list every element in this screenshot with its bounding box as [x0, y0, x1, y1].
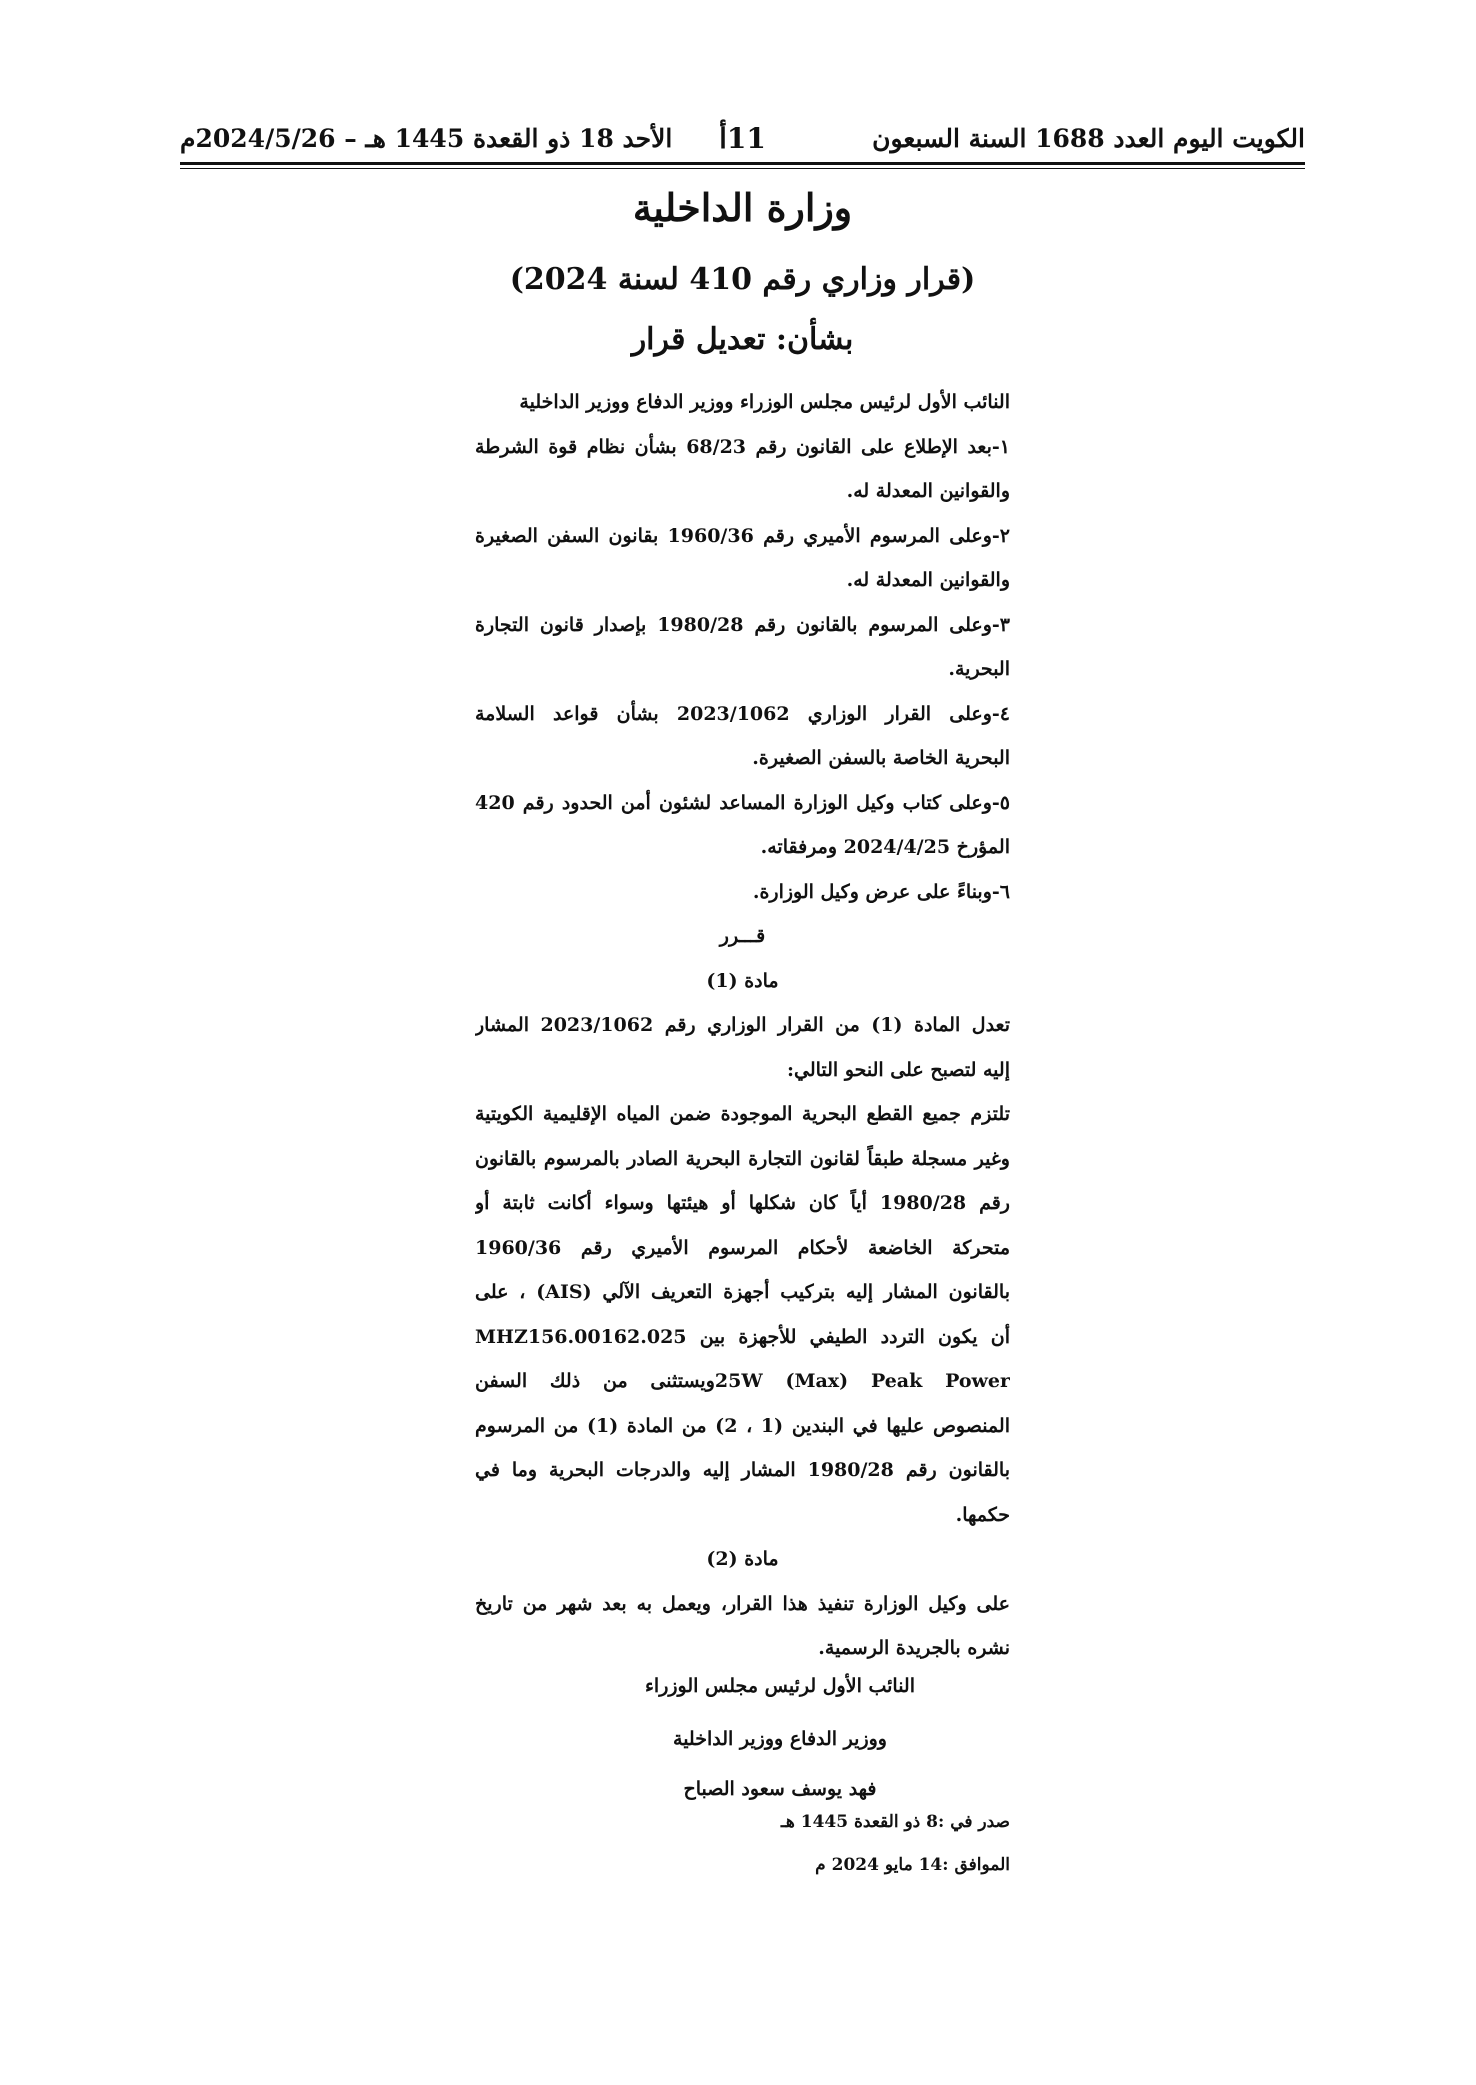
decided-heading: قـــرر	[719, 925, 766, 947]
ministry-title: وزارة الداخلية	[632, 185, 853, 230]
article-1-line: وغير مسجلة طبقاً لقانون التجارة البحرية الصادر بالمرسوم بالقانون	[475, 1147, 1010, 1170]
article-1-line: 25W (Max) Peak Powerويستثنى من ذلك السفن	[475, 1370, 1010, 1392]
issued-gregorian-date: الموافق :14 مايو 2024 م	[815, 1855, 1010, 1875]
header-rule-thick	[180, 162, 1305, 165]
preamble-item-5-cont: المؤرخ 2024/4/25 ومرفقاته.	[760, 836, 1010, 858]
signatory-title-2: ووزير الدفاع ووزير الداخلية	[673, 1728, 887, 1750]
article-1-heading: مادة (1)	[706, 969, 779, 992]
page-header	[180, 118, 1305, 158]
preamble-item-5: ٥-وعلى كتاب وكيل الوزارة المساعد لشئون أمن الحدود رقم 420	[475, 791, 1010, 814]
preamble-item-2-cont: والقوانين المعدلة له.	[846, 569, 1010, 591]
preamble-item-4-cont: البحرية الخاصة بالسفن الصغيرة.	[752, 747, 1010, 769]
preamble-item-2: ٢-وعلى المرسوم الأميري رقم 1960/36 بقانون السفن الصغيرة	[475, 524, 1010, 547]
article-1-line: متحركة الخاضعة لأحكام المرسوم الأميري رقم 1960/36	[475, 1236, 1010, 1259]
page-number: 11أ	[719, 122, 766, 155]
article-2-line: على وكيل الوزارة تنفيذ هذا القرار، ويعمل به بعد شهر من تاريخ	[475, 1592, 1010, 1615]
article-1-line: تعدل المادة (1) من القرار الوزاري رقم 2023/1062 المشار	[475, 1014, 1010, 1036]
article-1-line: بالقانون المشار إليه بتركيب أجهزة التعريف الآلي (AIS) ، على	[475, 1281, 1010, 1303]
article-1-line: إليه لتصبح على النحو التالي:	[786, 1058, 1010, 1081]
signatory-title-1: النائب الأول لرئيس مجلس الوزراء	[644, 1675, 915, 1697]
preamble-item-6: ٦-وبناءً على عرض وكيل الوزارة.	[752, 880, 1010, 903]
gazette-issue-info: الكويت اليوم العدد 1688 السنة السبعون	[872, 124, 1305, 153]
preamble-item-1: ١-بعد الإطلاع على القانون رقم 68/23 بشأن نظام قوة الشرطة	[475, 435, 1010, 458]
article-1-line: أن يكون التردد الطيفي للأجهزة بين MHZ156.00162.025	[475, 1325, 1010, 1348]
preamble-item-4: ٤-وعلى القرار الوزاري 2023/1062 بشأن قواعد السلامة	[475, 702, 1010, 725]
header-rule-thin	[180, 168, 1305, 169]
article-1-line: تلتزم جميع القطع البحرية الموجودة ضمن المياه الإقليمية الكويتية	[475, 1103, 1010, 1125]
article-1-line: المنصوص عليها في البندين (1 ، 2) من المادة (1) من المرسوم	[475, 1414, 1010, 1437]
preamble-item-1-cont: والقوانين المعدلة له.	[846, 480, 1010, 502]
article-1-line: حكمها.	[955, 1503, 1010, 1526]
decree-title: (قرار وزاري رقم 410 لسنة 2024)	[509, 262, 976, 297]
signatory-name: فهد يوسف سعود الصباح	[683, 1778, 877, 1800]
decree-body	[475, 380, 1010, 1671]
issued-hijri-date: صدر في :8 ذو القعدة 1445 هـ	[780, 1812, 1010, 1832]
article-1-line: رقم 1980/28 أياً كان شكلها أو هيئتها وسواء أكانت ثابتة أو	[475, 1192, 1010, 1214]
decree-subject: بشأن: تعديل قرار	[631, 322, 854, 357]
preamble-item-3: ٣-وعلى المرسوم بالقانون رقم 1980/28 بإصدار قانون التجارة	[475, 613, 1010, 636]
preamble-line: النائب الأول لرئيس مجلس الوزراء ووزير الدفاع ووزير الداخلية	[519, 391, 1010, 413]
article-1-line: بالقانون رقم 1980/28 المشار إليه والدرجات البحرية وما في	[475, 1459, 1010, 1481]
article-2-heading: مادة (2)	[706, 1548, 779, 1570]
preamble-item-3-cont: البحرية.	[948, 658, 1010, 680]
article-2-line: نشره بالجريدة الرسمية.	[818, 1637, 1010, 1659]
issue-date: الأحد 18 ذو القعدة 1445 هـ – 2024/5/26م	[180, 124, 673, 153]
